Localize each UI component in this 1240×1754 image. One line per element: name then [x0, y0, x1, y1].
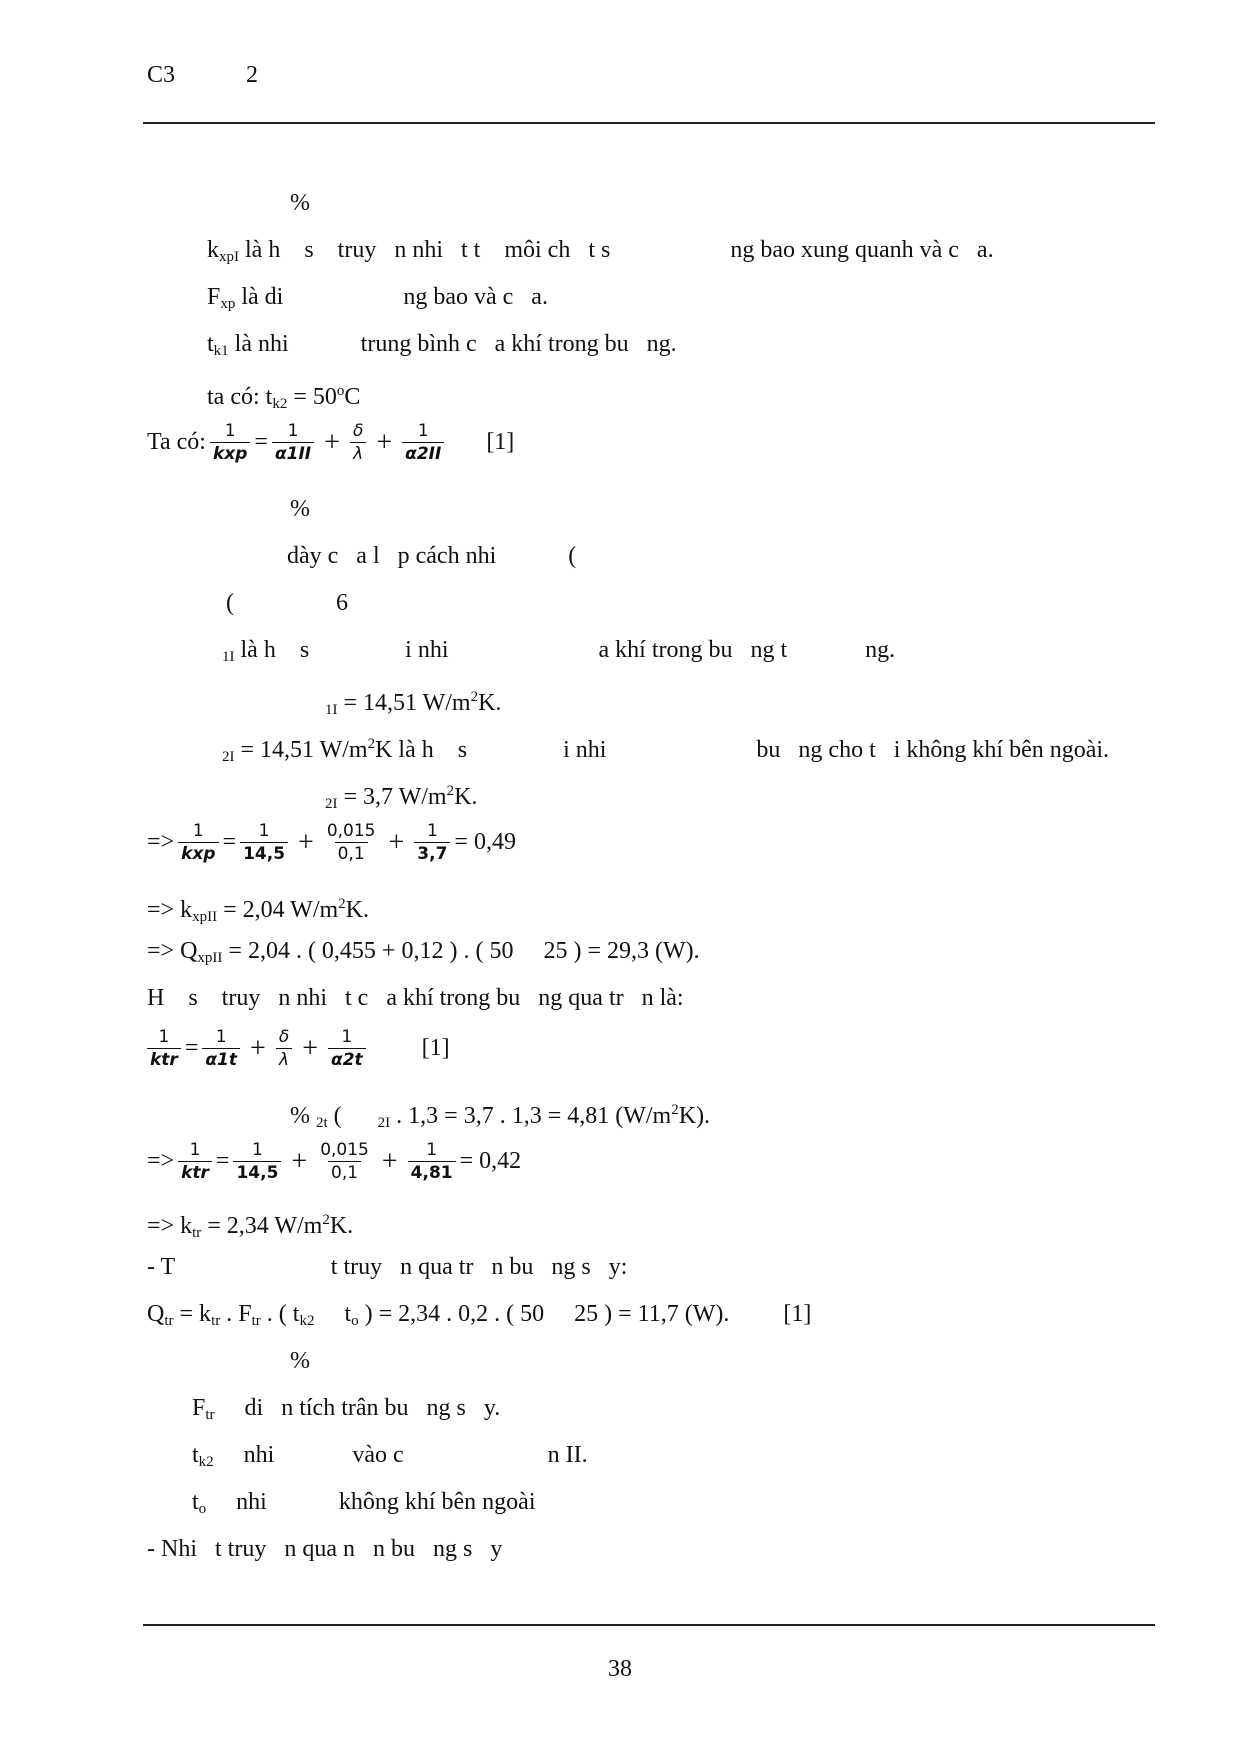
line-ktr: => $k_{tr} = 2,34$ $W/m^2K$.: [147, 1212, 354, 1241]
equation-ktr-formula: $\frac{1}{\text{ktr}}$ = $\frac{1}{\alpha 1t}$ + $\frac{\delta}{\lambda}$ + $\frac{1}{\alpha 2t}$ [1]: [147, 1026, 450, 1071]
header-right: 2: [246, 62, 258, 88]
line-fxp: $F_{xp}$ là di ng bao và c a.: [207, 284, 548, 312]
line-qtr: $Q_{tr} = k_{tr}$ . $F_{tr}$ . ( $t_{k2}$ $t_o$ ) = 2,34 . 0,2 . ( 50 25 ) = 11,7 (W). [1]: [147, 1301, 812, 1329]
equation-ktr-calc: => $\frac{1}{\text{ktr}}$ = $\frac{1}{14,5}$ + $\frac{0,015}{0,1}$ + $\frac{1}{4,81}$ = 0,42: [147, 1140, 522, 1183]
page-number: 38: [608, 1656, 632, 1682]
line-alpha2-value: $_{2I}$ = 3,7 $W/m^2K$.: [325, 783, 478, 812]
line-paren: ( 6: [226, 590, 348, 616]
line-kxpi: $k_{xpI}$ là h s truy n nhi t t môi ch t s ng bao xung quanh và c a.: [207, 237, 994, 265]
line-kxpii: => $k_{xpII} = 2,04$ $W/m^2K$.: [147, 896, 370, 925]
line-thickness: dày c a l p cách nhi (: [287, 543, 577, 569]
line-alpha1: $_{1I}$ là h s i nhi a khí trong bu ng t ng.: [222, 637, 896, 665]
footer-rule: [143, 1624, 1155, 1626]
line-ceiling-heading: - T t truy n qua tr n bu ng s y:: [147, 1254, 628, 1280]
line-tk1: $t_{k1}$ là nhi trung bình c a khí trong bu ng.: [207, 331, 677, 359]
header-left: C3: [147, 62, 176, 88]
equation-kxp-formula: Ta có: $\frac{1}{\text{kxp}}$ = $\frac{1}{\alpha 1II}$ + $\frac{\delta}{\lambda}$ + $\frac{1}{\alpha 2II}$ [1]: [147, 421, 515, 464]
line-ftr: $F_{tr}$ di n tích trân bu ng s y.: [192, 1395, 501, 1423]
header-rule: [143, 122, 1155, 124]
line-ceiling-coef: H s truy n nhi t c a khí trong bu ng qua tr n là:: [147, 985, 684, 1011]
line-percent-2: %: [290, 496, 310, 522]
line-alpha2t: % $_{2t}$ ( $_{2I}$ . 1,3 = 3,7 . 1,3 = 4,81 $(W/m^2K)$.: [290, 1102, 711, 1131]
line-alpha2: $_{2I}$ = 14,51 $W/m^2K$ là h s i nhi bu ng cho t i không khí bên ngoài.: [222, 736, 1110, 765]
line-tk2-def: $t_{k2}$ nhi vào c n II.: [192, 1442, 588, 1470]
line-tk2: ta có: $t_{k2} = 50^oC$: [207, 383, 361, 412]
line-qxpii: => $Q_{xpII} = 2,04$ . ( 0,455 + 0,12 ) . ( 50 25 ) = 29,3 (W).: [147, 938, 700, 966]
equation-kxp-calc: => $\frac{1}{\text{kxp}}$ = $\frac{1}{14,5}$ + $\frac{0,015}{0,1}$ + $\frac{1}{3,7}$ = 0,49: [147, 821, 516, 864]
line-to-def: $t_o$ nhi không khí bên ngoài: [192, 1489, 536, 1517]
line-alpha1-value: $_{1I}$ = 14,51 $W/m^2K$.: [325, 689, 502, 718]
line-percent-1: %: [290, 190, 310, 216]
line-floor-heading: - Nhi t truy n qua n n bu ng s y: [147, 1536, 503, 1562]
line-percent-3: %: [290, 1348, 310, 1374]
